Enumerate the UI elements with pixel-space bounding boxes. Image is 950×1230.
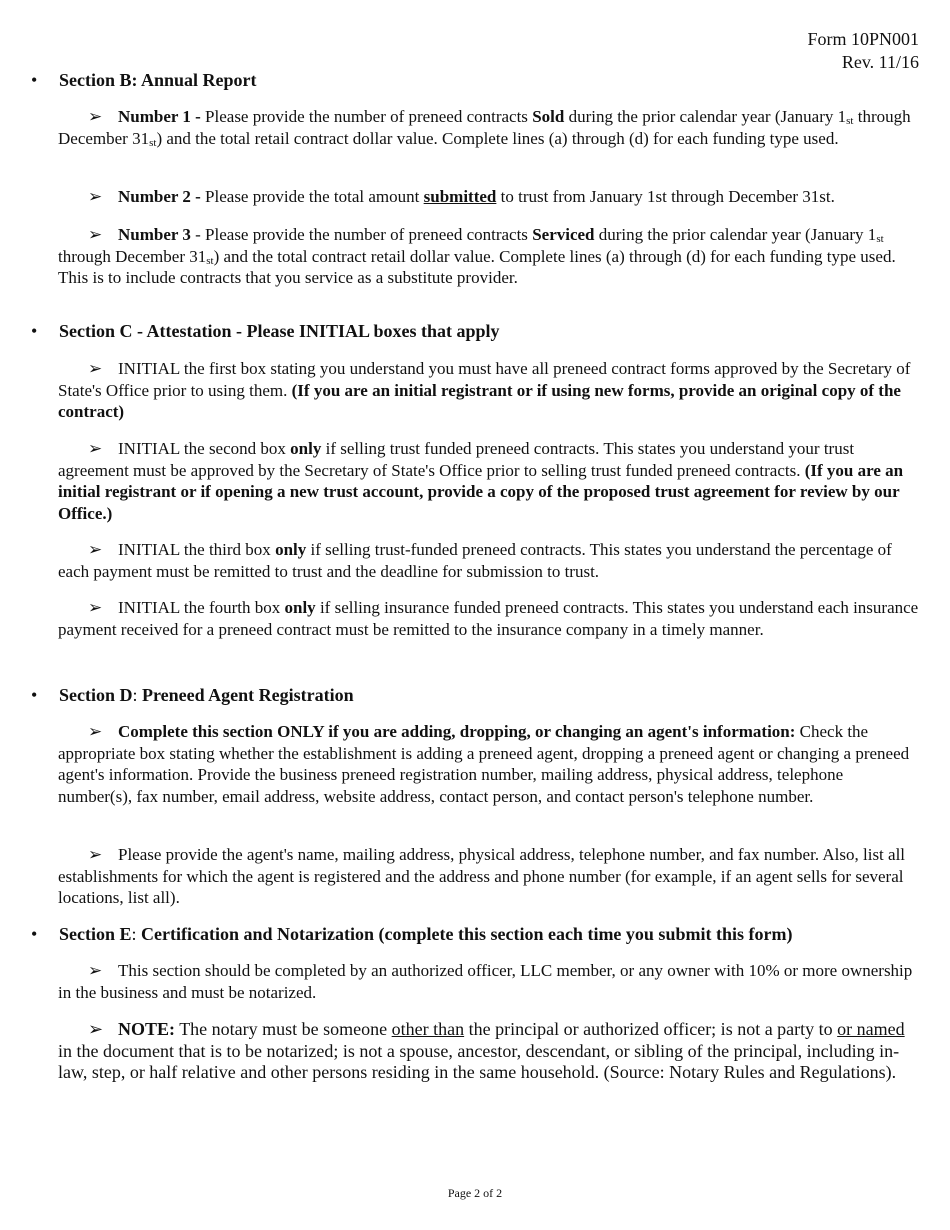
section-b-item-2: ➢ Number 2 - Please provide the total amount submitted to trust from January 1st through December 31st. (58, 186, 920, 208)
arrow-bullet-icon: ➢ (88, 107, 103, 126)
bullet-icon: • (31, 924, 38, 944)
section-c-item-4: ➢ INITIAL the fourth box only if selling insurance funded preneed contracts. This states you understand each insurance payment received for a preneed contract must be remitted to the insurance company in a timely manner. (58, 598, 919, 639)
section-b-item-1: ➢ Number 1 - Please provide the number of preneed contracts Sold during the prior calendar year (January $1_{st}$ through December $31_{st}$) and the total retail contract dollar value. Complete lines (a) through (d) for each funding type used. (58, 107, 911, 149)
form-number: Form 10PN001 (807, 29, 919, 49)
arrow-bullet-icon: ➢ (88, 359, 103, 378)
section-d-heading: • Section D: Preneed Agent Registration (31, 685, 354, 705)
section-c-item-1: ➢ INITIAL the first box stating you understand you must have all preneed contract forms approved by the Secretary of State's Office prior to using them. (If you are an initial registrant or if using new forms, provide an original copy of the contract) (58, 359, 911, 421)
bullet-icon: • (31, 685, 38, 705)
section-b-heading (31, 69, 921, 92)
arrow-bullet-icon: ➢ (88, 1019, 104, 1039)
section-c-item-3: ➢ INITIAL the third box only if selling trust-funded preneed contracts. This states you understand the percentage of each payment must be remitted to trust and the deadline for submission to trust. (58, 540, 892, 581)
form-revision: Rev. 11/16 (841, 52, 919, 72)
section-e-item-2: ➢ NOTE: The notary must be someone other than the principal or authorized officer; is not a party to or named in the document that is to be notarized; is not a spouse, ancestor, descendant, or sibling of the principal, including in-law, step, or half relative and other persons residing in the same household. (Source: Notary Rules and Regulations). (58, 1019, 905, 1082)
arrow-bullet-icon: ➢ (88, 439, 103, 458)
section-d-title: Preneed Agent Registration (142, 685, 354, 705)
section-e-title: Certification and Notarization (complete this section each time you submit this form) (141, 924, 793, 944)
arrow-bullet-icon: ➢ (88, 598, 103, 617)
arrow-bullet-icon: ➢ (88, 187, 103, 206)
form-identifier (807, 28, 919, 74)
section-c-heading (31, 320, 921, 343)
page-number: Page 2 of 2 (447, 1186, 503, 1200)
section-e-item-1: ➢ This section should be completed by an authorized officer, LLC member, or any owner with 10% or more ownership in the business and must be notarized. (58, 961, 913, 1002)
section-c-item-2: ➢ INITIAL the second box only if selling trust funded preneed contracts. This states you understand your trust agreement must be approved by the Secretary of State's Office prior to selling trust funded preneed contracts. (If you are an initial registrant or if opening a new trust account, provide a copy of the proposed trust agreement for review by our Office.) (58, 439, 904, 523)
arrow-bullet-icon: ➢ (88, 722, 103, 741)
section-d-item-2: ➢ Please provide the agent's name, mailing address, physical address, telephone number, and fax number. Also, list all establishments for which the agent is registered and the address and phone number (for example, if an agent sells for several locations, list all). (58, 845, 906, 907)
bullet-icon: • (31, 321, 38, 341)
arrow-bullet-icon: ➢ (88, 961, 103, 980)
section-e-heading: • Section E: Certification and Notarization (complete this section each time you submit this form) (31, 924, 793, 944)
section-b-title: Section B: Annual Report (59, 70, 257, 90)
section-d-item-1: ➢ Complete this section ONLY if you are adding, dropping, or changing an agent's information: Check the appropriate box stating whether the establishment is adding a preneed agent, dropping a preneed agent or changing a preneed agent's information. Provide the business preneed registration number, mailing address, physical address, telephone number(s), fax number, email address, website address, contact person, and contact person's telephone number. (58, 722, 910, 806)
section-e-label: Section E (59, 924, 132, 944)
section-c-title: Section C - Attestation - Please INITIAL boxes that apply (59, 321, 500, 341)
section-b-item-3: ➢ Number 3 - Please provide the number of preneed contracts Serviced during the prior calendar year (January $1_{st}$ through December $31_{st}$) and the total contract retail dollar value. Complete lines (a) through (d) for each funding type used. This is to include contracts that you service as a substitute provider. (58, 225, 896, 287)
arrow-bullet-icon: ➢ (88, 845, 103, 864)
bullet-icon: • (31, 70, 38, 90)
section-d-label: Section D (59, 685, 133, 705)
arrow-bullet-icon: ➢ (88, 540, 103, 559)
arrow-bullet-icon: ➢ (88, 225, 103, 244)
